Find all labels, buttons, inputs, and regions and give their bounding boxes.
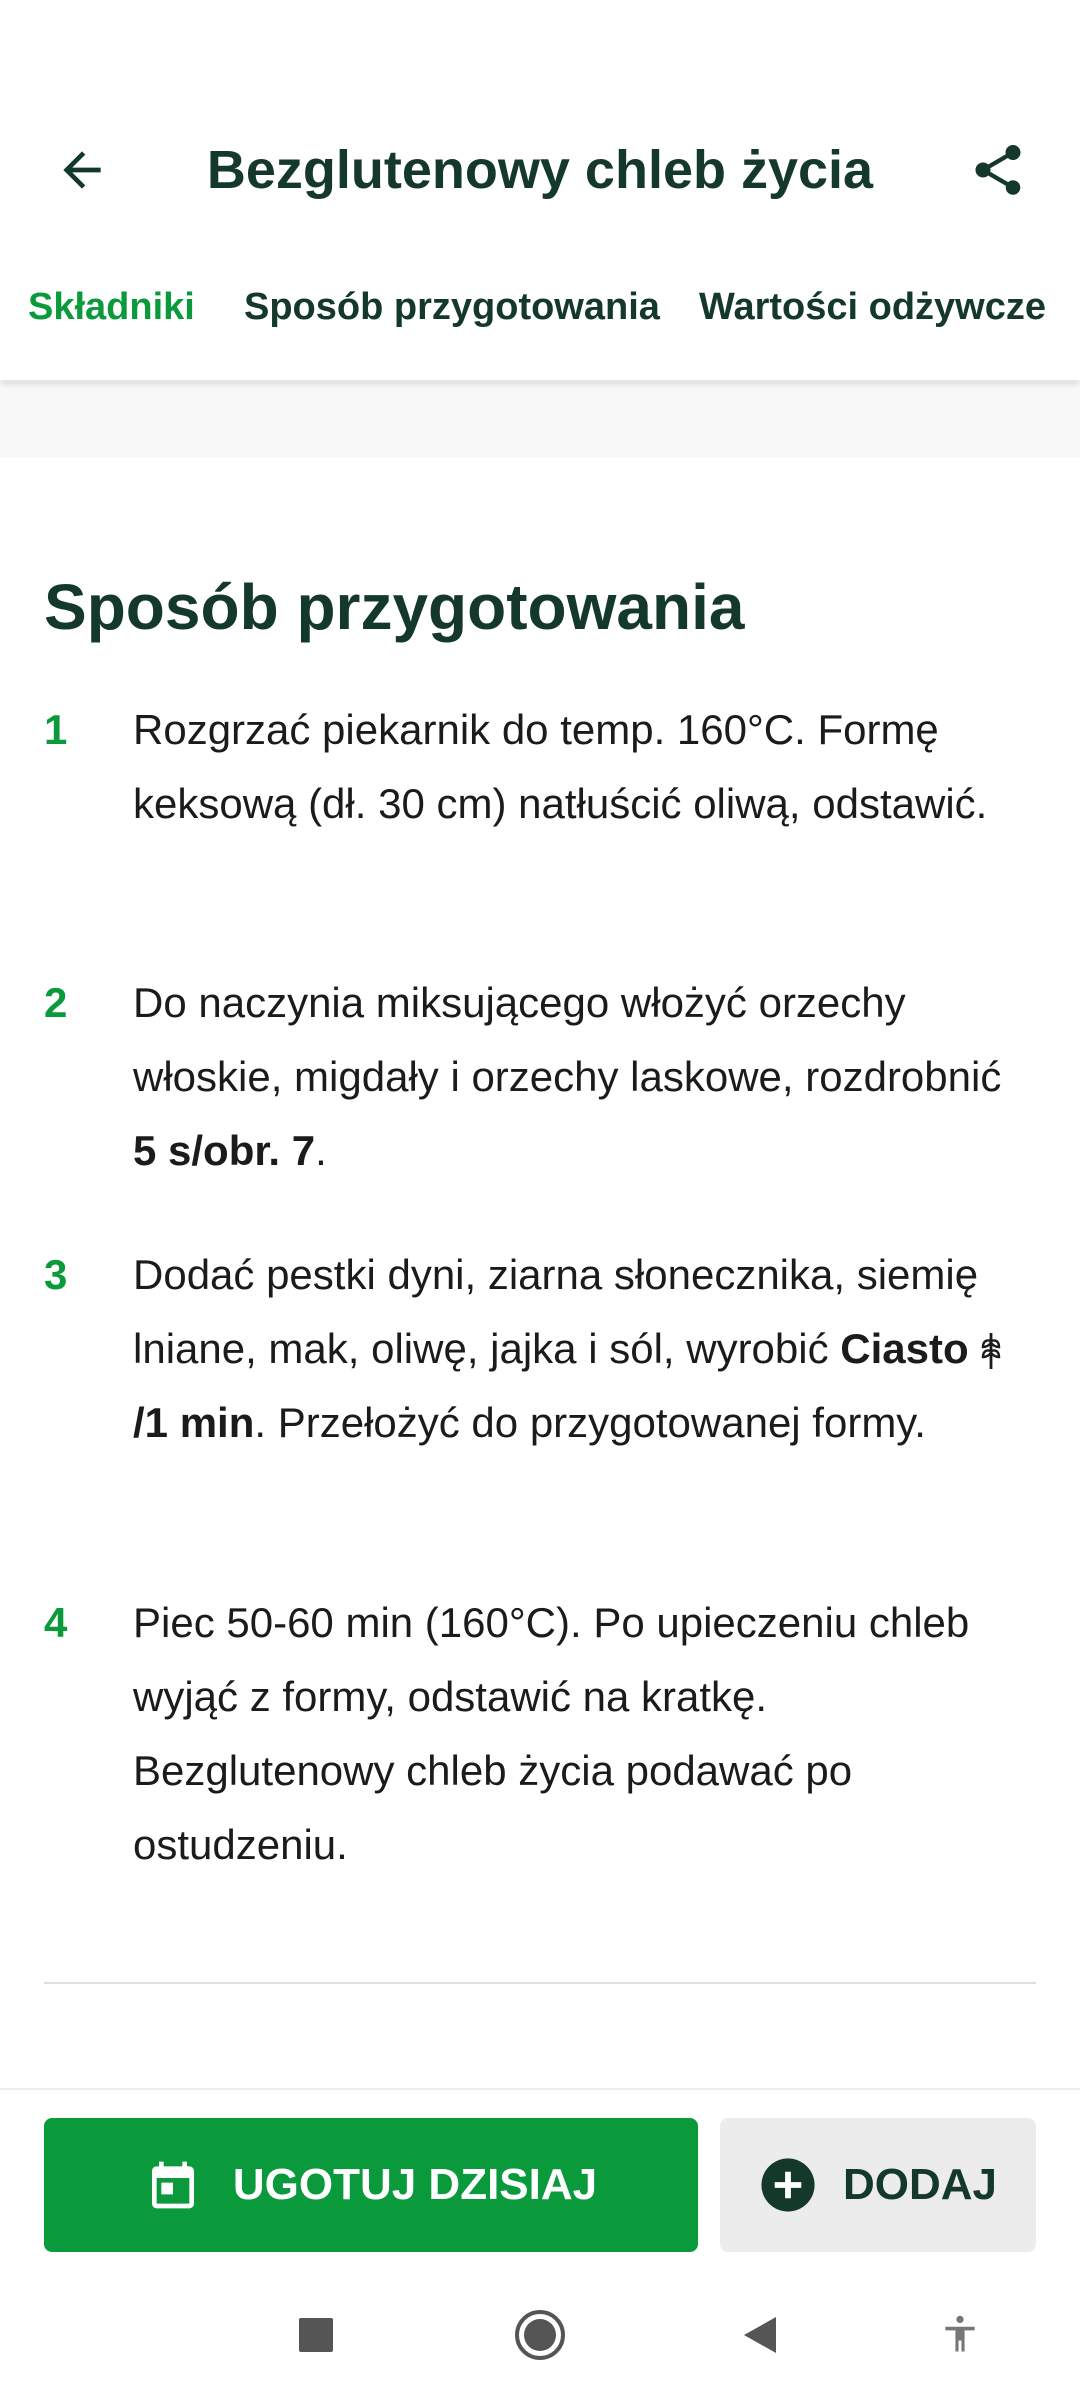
back-button[interactable] — [44, 132, 120, 208]
step-duration: /1 min — [133, 1399, 255, 1446]
divider — [44, 1982, 1036, 1984]
step-text-part: Dodać pestki dyni, ziarna słonecznika, siemię lniane, mak, oliwę, jajka i sól, wyrobić — [133, 1251, 979, 1372]
step-text-part: . Przełożyć do przygotowanej formy. — [254, 1399, 926, 1446]
step-number: 2 — [44, 979, 68, 1026]
bottom-action-bar — [0, 2088, 1080, 2270]
add-label: DODAJ — [842, 2160, 998, 2209]
back-triangle-icon — [742, 2315, 778, 2355]
page-title: Bezglutenowy chleb życia — [206, 140, 874, 200]
step-text: Piec 50-60 min (160°C). Po upieczeniu chleb wyjąć z formy, odstawić na kratkę. Bezglutenowy chleb życia podawać po ostudzeniu. — [133, 1599, 970, 1868]
step-mode: Ciasto — [840, 1325, 969, 1372]
home-circle-icon — [513, 2308, 567, 2362]
section-spacer — [0, 382, 1080, 458]
step-text — [133, 966, 1013, 1188]
tab-bar — [0, 260, 1080, 380]
accessibility-icon — [938, 2313, 982, 2357]
step-text-part: . — [315, 1127, 327, 1174]
calendar-icon — [145, 2157, 201, 2213]
back-nav-button[interactable] — [730, 2305, 790, 2365]
section-title: Sposób przygotowania — [44, 571, 745, 643]
step-text: Rozgrzać piekarnik do temp. 160°C. Formę keksową (dł. 30 cm) natłuścić oliwą, odstawić. — [133, 706, 988, 827]
system-navigation-bar — [0, 2270, 1080, 2400]
tab-nutrition[interactable]: Wartości odżywcze — [699, 286, 1047, 328]
status-bar — [0, 0, 1080, 110]
app-bar — [0, 110, 1080, 230]
share-button[interactable] — [960, 132, 1036, 208]
accessibility-button[interactable] — [930, 2305, 990, 2365]
step-number: 1 — [44, 706, 68, 753]
recents-square-icon — [299, 2318, 333, 2352]
step-number: 3 — [44, 1251, 68, 1298]
plus-circle-icon — [759, 2156, 817, 2214]
tab-ingredients[interactable]: Składniki — [28, 286, 195, 328]
cook-today-button[interactable] — [44, 2118, 698, 2252]
add-button[interactable] — [720, 2118, 1036, 2252]
share-icon — [968, 140, 1028, 200]
home-button[interactable] — [510, 2305, 570, 2365]
step-text — [133, 1238, 1013, 1460]
step-setting: 5 s/obr. 7 — [133, 1127, 316, 1174]
arrow-left-icon — [54, 142, 110, 198]
recents-button[interactable] — [286, 2305, 346, 2365]
dough-grain-icon — [977, 1331, 1005, 1371]
cook-today-label: UGOTUJ DZISIAJ — [232, 2160, 598, 2209]
step-text-part: Do naczynia miksującego włożyć orzechy włoskie, migdały i orzechy laskowe, rozdrobnić — [133, 979, 1002, 1100]
step-number: 4 — [44, 1599, 68, 1646]
tab-preparation[interactable]: Sposób przygotowania — [244, 286, 660, 328]
